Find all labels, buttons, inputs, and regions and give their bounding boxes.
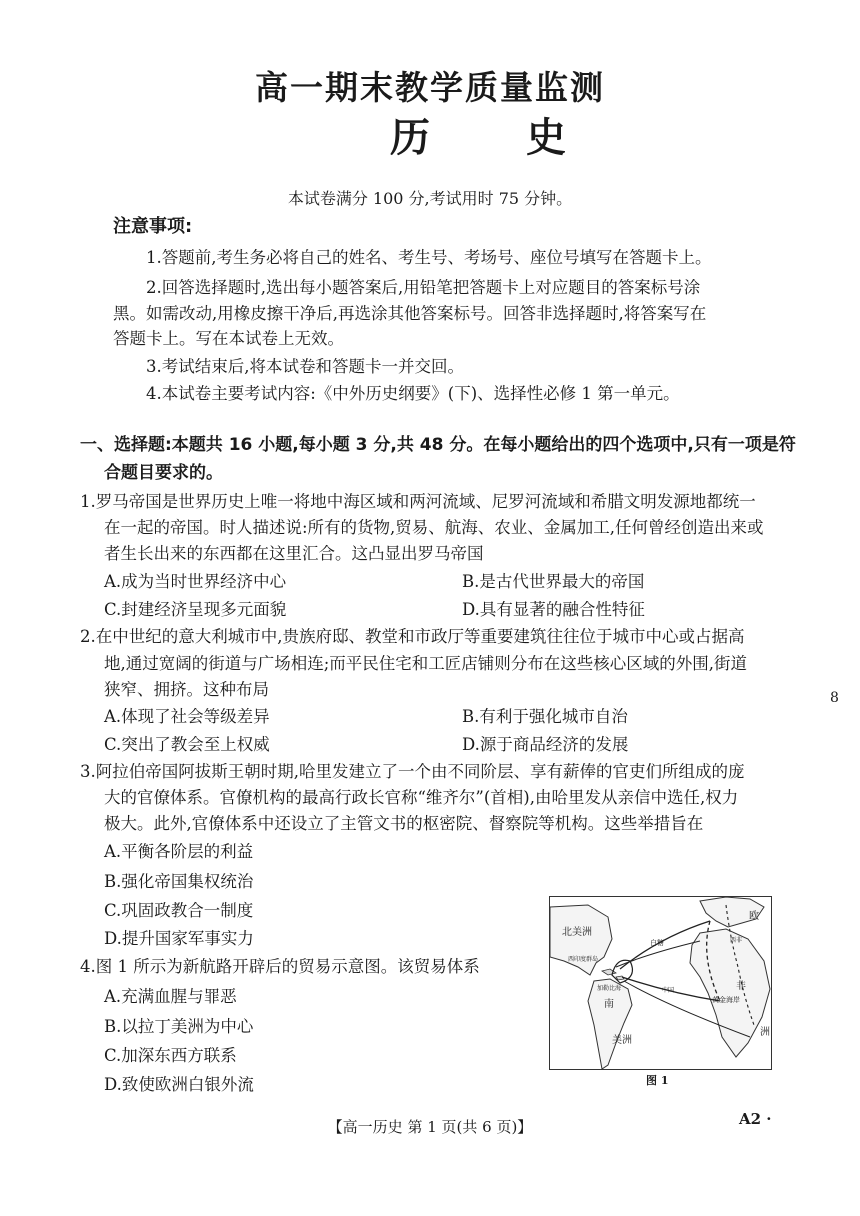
map-label-gold-coast: 黄金海岸 [712, 996, 740, 1004]
option-2c[interactable]: C.突出了教会至上权威 [104, 735, 270, 754]
option-4c[interactable]: C.加深东西方联系 [104, 1046, 237, 1065]
question-2-stem: 2.在中世纪的意大利城市中,贵族府邸、教堂和市政厅等重要建筑往往位于城市中心或占据高 [80, 627, 745, 646]
subject-title: 历史 [390, 115, 662, 161]
page-footer: 【高一历史 第 1 页(共 6 页)】 [327, 1118, 533, 1136]
question-1-stem: 1.罗马帝国是世界历史上唯一将地中海区域和两河流域、尼罗河流域和希腊文明发源地都统一 [80, 492, 756, 511]
section-heading: 一、选择题:本题共 16 小题,每小题 3 分,共 48 分。在每小题给出的四个选项中,只有一项是符 [80, 435, 796, 455]
option-4a[interactable]: A.充满血腥与罪恶 [104, 987, 237, 1006]
question-2-stem: 狭窄、拥挤。这种布局 [104, 680, 269, 699]
note-line: 1.答题前,考生务必将自己的姓名、考生号、考场号、座位号填写在答题卡上。 [146, 248, 712, 267]
margin-mark: 8 [830, 690, 839, 706]
option-1a[interactable]: A.成为当时世界经济中心 [104, 572, 287, 591]
question-3-stem: 极大。此外,官僚体系中还设立了主管文书的枢密院、督察院等机构。这些举措旨在 [104, 814, 704, 833]
option-1c[interactable]: C.封建经济呈现多元面貌 [104, 600, 287, 619]
map-label-west-africa: 西非 [730, 937, 743, 944]
question-1-stem: 在一起的帝国。时人描述说:所有的货物,贸易、航海、农业、金属加工,任何曾经创造出来或 [104, 518, 764, 537]
question-2-stem: 地,通过宽阔的街道与广场相连;而平民住宅和工匠店铺则分布在这些核心区域的外围,街道 [104, 654, 748, 673]
paper-code: A2 · [739, 1110, 772, 1128]
section-heading-cont: 合题目要求的。 [104, 463, 223, 483]
option-3a[interactable]: A.平衡各阶层的利益 [104, 842, 254, 861]
option-2b[interactable]: B.有利于强化城市自治 [462, 707, 628, 726]
option-1d[interactable]: D.具有显著的融合性特征 [462, 600, 645, 619]
map-label-west-indies: 西印度群岛 [568, 956, 599, 963]
note-line: 2.回答选择题时,选出每小题答案后,用铅笔把答题卡上对应题目的答案标号涂 [146, 278, 701, 297]
score-info: 本试卷满分 100 分,考试用时 75 分钟。 [287, 189, 573, 208]
trade-route-map [549, 896, 772, 1070]
figure-caption: 图 1 [646, 1074, 669, 1087]
option-2d[interactable]: D.源于商品经济的发展 [462, 735, 629, 754]
question-4-stem: 4.图 1 所示为新航路开辟后的贸易示意图。该贸易体系 [80, 957, 480, 976]
option-4d[interactable]: D.致使欧洲白银外流 [104, 1075, 254, 1094]
note-line: 黑。如需改动,用橡皮擦干净后,再选涂其他答案标号。回答非选择题时,将答案写在 [113, 304, 707, 323]
exam-title: 高一期末教学质量监测 [255, 68, 605, 107]
map-label-caribbean: 加勒比海 [597, 985, 622, 992]
option-1b[interactable]: B.是古代世界最大的帝国 [462, 572, 645, 591]
note-line: 3.考试结束后,将本试卷和答题卡一并交回。 [146, 357, 464, 376]
map-label-china: 中国 [662, 987, 675, 994]
map-label-south-america-2: 美洲 [612, 1035, 632, 1046]
map-label-continent-edge: 洲 [760, 1027, 770, 1038]
note-line: 4.本试卷主要考试内容:《中外历史纲要》(下)、选择性必修 1 第一单元。 [146, 384, 680, 403]
option-4b[interactable]: B.以拉丁美洲为中心 [104, 1017, 254, 1036]
option-3b[interactable]: B.强化帝国集权统治 [104, 872, 254, 891]
question-3-stem: 大的官僚体系。官僚机构的最高行政长官称“维齐尔”(首相),由哈里发从亲信中选任,权力 [104, 788, 739, 807]
map-label-south-america: 南 [604, 999, 614, 1010]
map-label-europe: 欧 [749, 911, 759, 922]
map-label-north-america: 北美洲 [562, 927, 592, 938]
question-3-stem: 3.阿拉伯帝国阿拔斯王朝时期,哈里发建立了一个由不同阶层、享有薪俸的官吏们所组成的庞 [80, 762, 745, 781]
option-2a[interactable]: A.体现了社会等级差异 [104, 707, 270, 726]
map-label-sugar: 白糖 [650, 939, 664, 947]
option-3c[interactable]: C.巩固政教合一制度 [104, 901, 254, 920]
note-line: 答题卡上。写在本试卷上无效。 [113, 329, 344, 348]
question-1-stem: 者生长出来的东西都在这里汇合。这凸显出罗马帝国 [104, 544, 484, 563]
option-3d[interactable]: D.提升国家军事实力 [104, 929, 254, 948]
map-label-africa: 非 [736, 981, 746, 992]
notes-heading: 注意事项: [113, 216, 193, 237]
